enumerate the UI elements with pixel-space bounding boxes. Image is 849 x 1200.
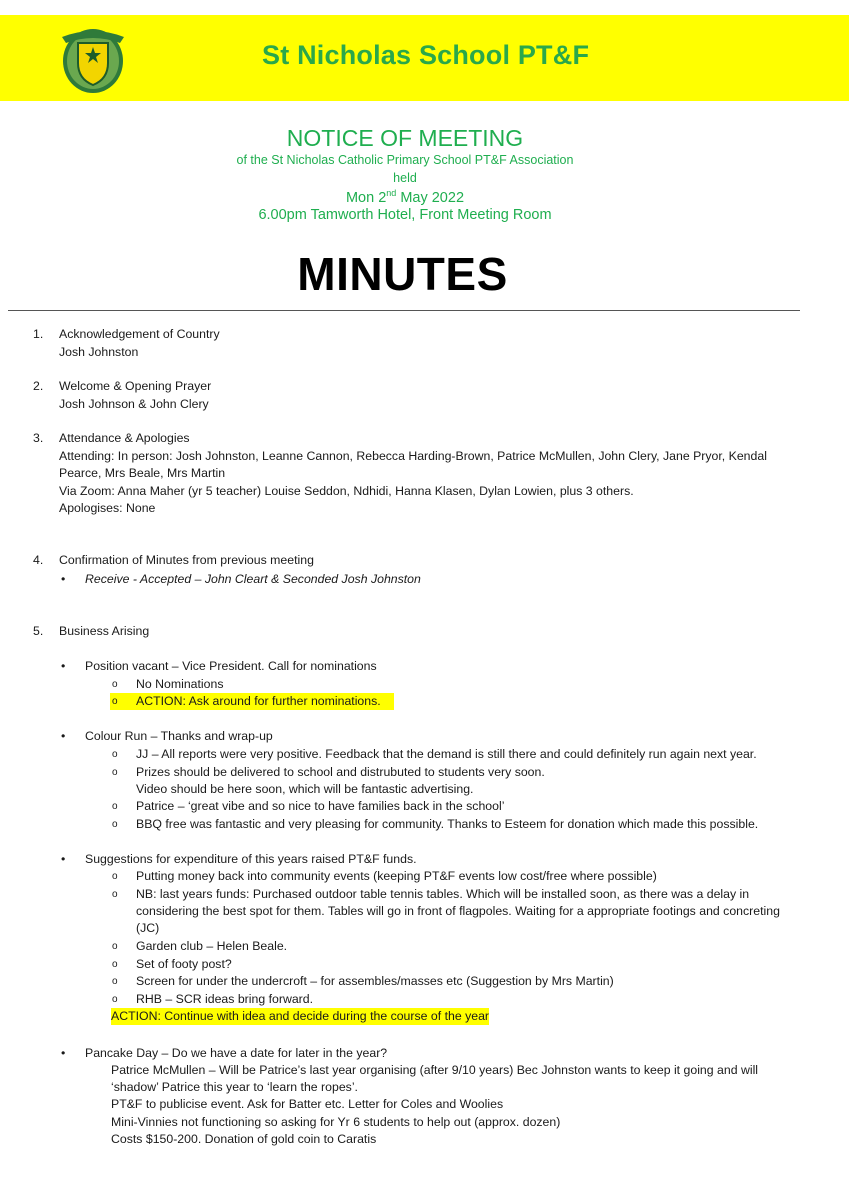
list-item: Screen for under the undercroft – for assembles/masses etc (Suggestion by Mrs Martin) (136, 974, 614, 988)
list-item: Mini-Vinnies not functioning so asking for Yr 6 students to help out (approx. dozen) (111, 1115, 561, 1129)
action-item: ACTION: Ask around for further nominations. (136, 694, 381, 708)
item-number: 4. (33, 553, 44, 567)
sub-bullet: o (112, 889, 118, 900)
item-detail: Josh Johnson & John Clery (59, 397, 209, 411)
list-item: Pancake Day – Do we have a date for later in the year? (85, 1046, 388, 1060)
list-item: Putting money back into community events (keeping PT&F events low cost/free where possible) (136, 869, 657, 883)
list-item: No Nominations (136, 677, 224, 691)
item-number: 5. (33, 624, 44, 638)
notice-subtitle: of the St Nicholas Catholic Primary School PT&F Association (236, 153, 574, 167)
list-item: Set of footy post? (136, 957, 232, 971)
list-item: Suggestions for expenditure of this years raised PT&F funds. (85, 852, 417, 866)
list-item: PT&F to publicise event. Ask for Batter etc. Letter for Coles and Woolies (111, 1097, 504, 1111)
list-item: Patrice – ‘great vibe and so nice to have families back in the school’ (136, 799, 505, 813)
sub-bullet: o (112, 819, 118, 830)
bullet: • (61, 659, 66, 673)
sub-bullet: o (112, 941, 118, 952)
list-item: Colour Run – Thanks and wrap-up (85, 729, 273, 743)
list-item: Prizes should be delivered to school and distrubuted to students very soon. (136, 765, 545, 779)
item-number: 2. (33, 379, 44, 393)
bullet: • (61, 1046, 66, 1060)
sub-bullet: o (112, 679, 118, 690)
notice-title: NOTICE OF MEETING (286, 125, 524, 151)
date-prefix: Mon 2 (345, 189, 387, 206)
action-item: ACTION: Continue with idea and decide during the course of the year (111, 1009, 490, 1023)
list-item: JJ – All reports were very positive. Feedback that the demand is still there and could definitely run again next year. (136, 747, 757, 761)
sub-bullet: o (112, 749, 118, 760)
attendance-zoom: Via Zoom: Anna Maher (yr 5 teacher) Louise Seddon, Ndhidi, Hanna Klasen, Dylan Lowien, plus 3 others. (59, 484, 634, 498)
sub-bullet: o (112, 767, 118, 778)
list-item: NB: last years funds: Purchased outdoor table tennis tables. Which will be installed soon, as there was a delay in considering the best spot for them. Tables will go in front of flagpoles. Waiting for a appropriate footings and concreting (JC) (136, 887, 780, 935)
item-heading: Attendance & Apologies (59, 431, 190, 445)
sub-bullet: o (112, 696, 118, 707)
list-item: Garden club – Helen Beale. (136, 939, 288, 953)
bullet: • (61, 852, 66, 866)
list-item: RHB – SCR ideas bring forward. (136, 992, 314, 1006)
item-number: 3. (33, 431, 44, 445)
notice-held: held (393, 171, 417, 185)
bullet: • (61, 729, 66, 743)
item-heading: Confirmation of Minutes from previous meeting (59, 553, 314, 567)
sub-bullet: o (112, 801, 118, 812)
list-item: Patrice McMullen – Will be Patrice’s last year organising (after 9/10 years) Bec Johnston wants to keep it going and will ‘shadow’ Patrice this year to ‘learn the ropes’. (111, 1063, 759, 1094)
attendance-in-person: Attending: In person: Josh Johnston, Leanne Cannon, Rebecca Harding-Brown, Patrice McMullen, John Clery, Jane Pryor, Kendal Pearce, Mrs Beale, Mrs Martin (59, 449, 767, 480)
list-item: Position vacant – Vice President. Call for nominations (85, 659, 377, 673)
meeting-venue: 6.00pm Tamworth Hotel, Front Meeting Room (258, 207, 552, 223)
date-suffix: May 2022 (396, 189, 465, 206)
school-title: St Nicholas School PT&F (262, 40, 590, 70)
sub-bullet: o (112, 976, 118, 987)
item-number: 1. (33, 327, 44, 341)
bullet: • (61, 572, 66, 586)
item-heading: Business Arising (59, 624, 150, 638)
list-item: Costs $150-200. Donation of gold coin to Caratis (111, 1132, 377, 1146)
sub-bullet: o (112, 871, 118, 882)
list-item: Video should be here soon, which will be fantastic advertising. (136, 782, 474, 796)
apologies: Apologises: None (59, 501, 156, 515)
list-item: Receive - Accepted – John Cleart & Seconded Josh Johnston (85, 572, 421, 586)
sub-bullet: o (112, 959, 118, 970)
sub-bullet: o (112, 994, 118, 1005)
minutes-title: MINUTES (297, 248, 508, 300)
date-ordinal: nd (386, 188, 397, 198)
list-item: BBQ free was fantastic and very pleasing for community. Thanks to Esteem for donation which made this possible. (136, 817, 759, 831)
item-detail: Josh Johnston (59, 345, 139, 359)
item-heading: Acknowledgement of Country (59, 327, 220, 341)
item-heading: Welcome & Opening Prayer (59, 379, 212, 393)
